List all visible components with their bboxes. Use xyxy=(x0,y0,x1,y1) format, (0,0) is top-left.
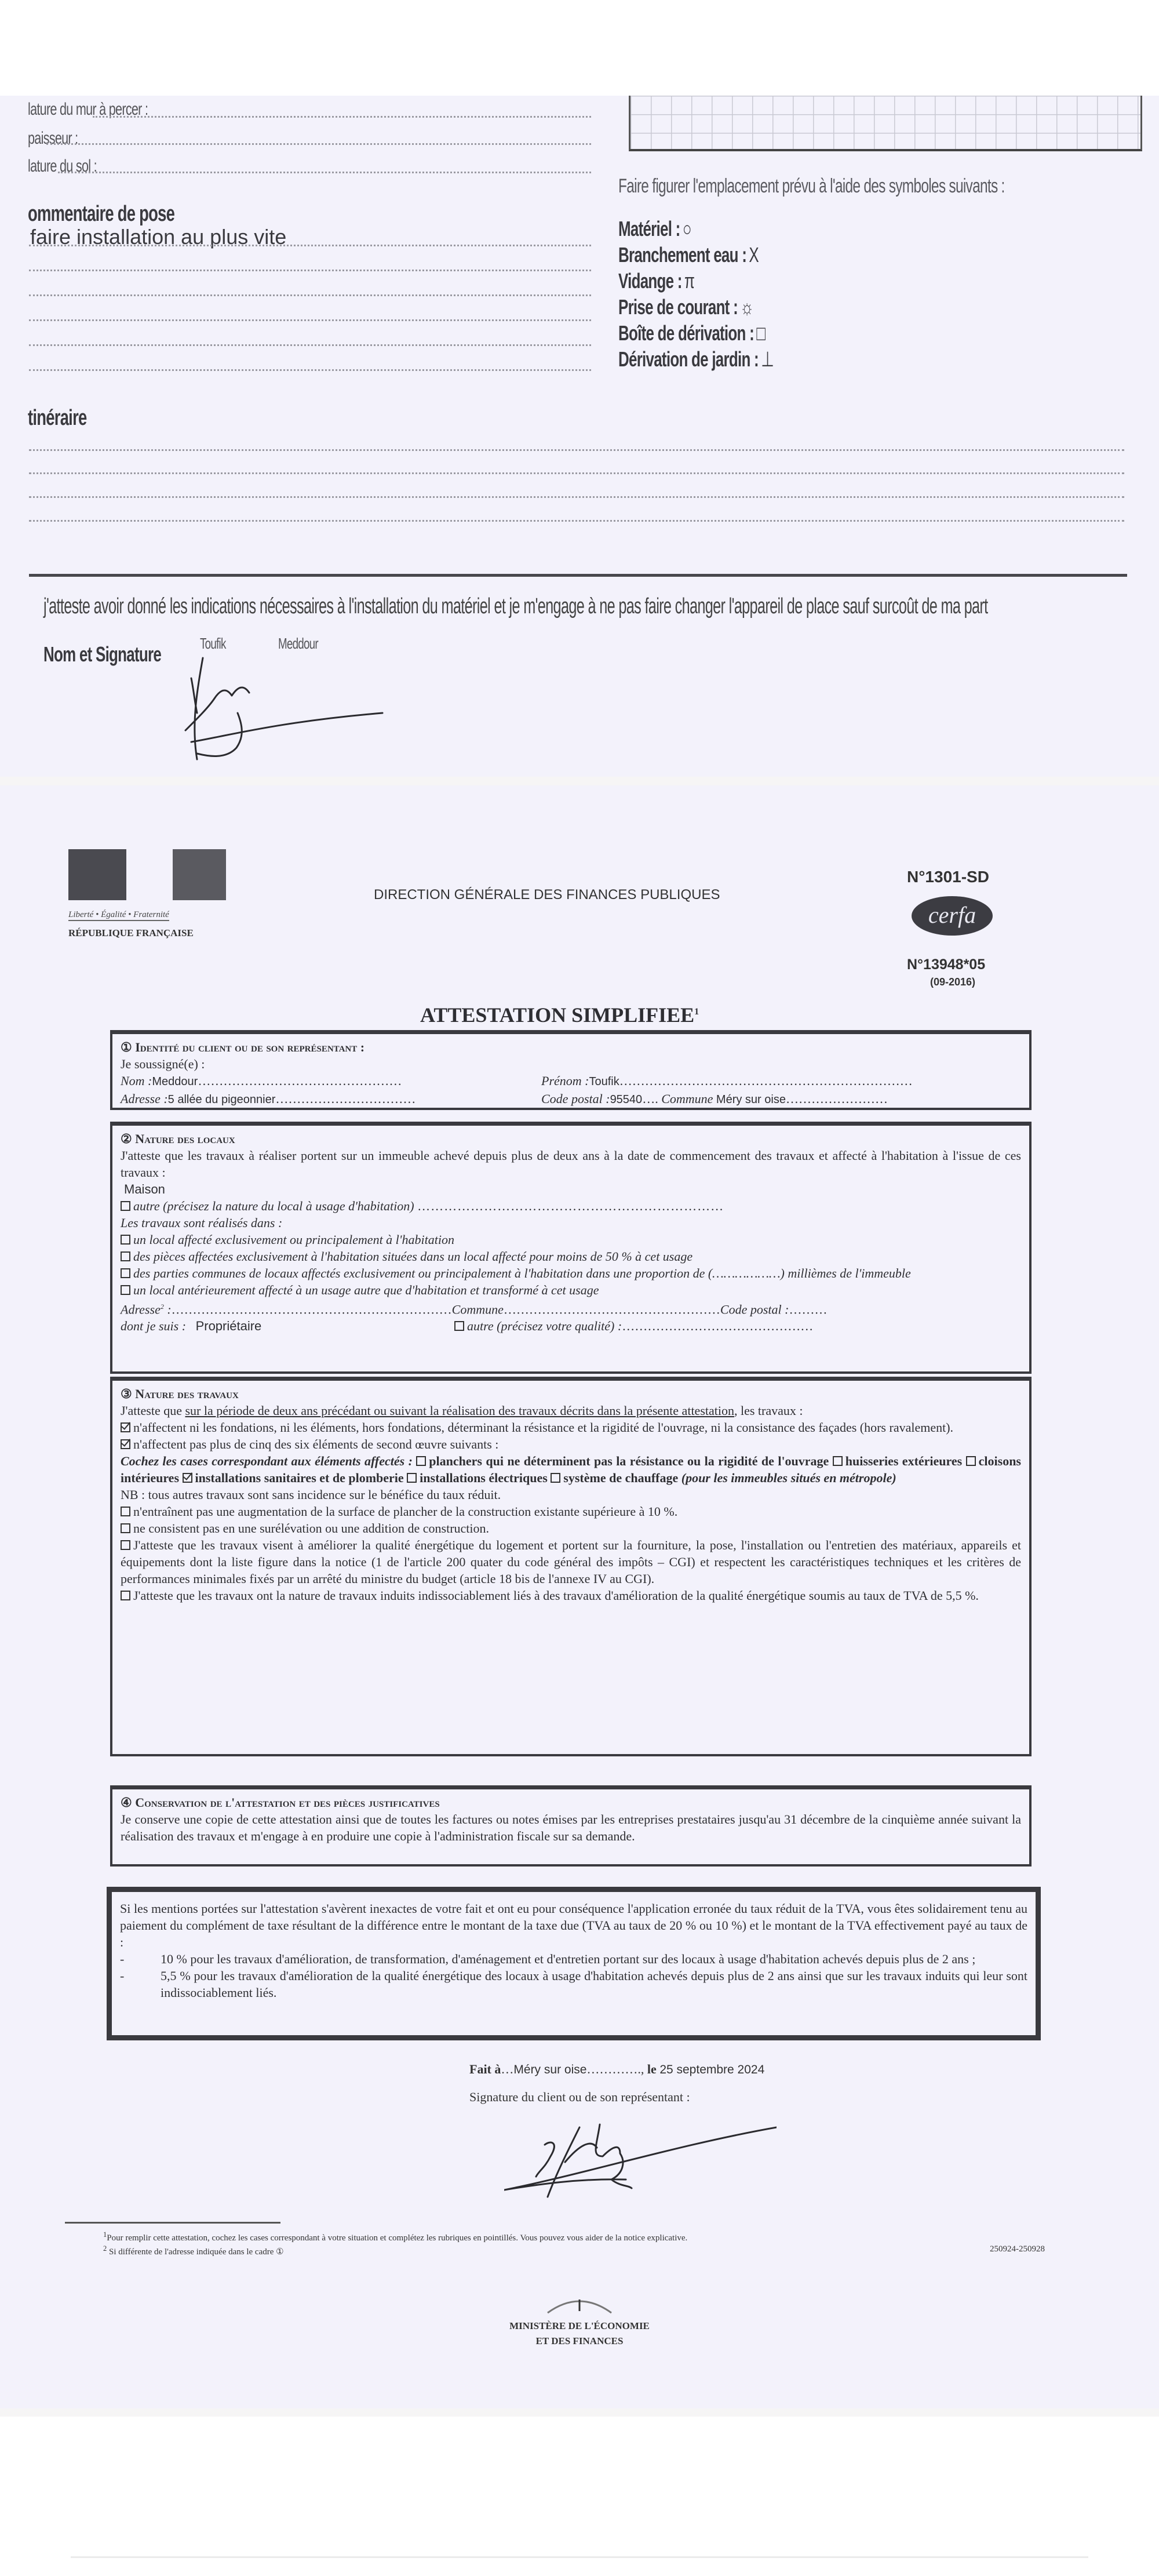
field-label-floor: lature du sol : xyxy=(28,157,97,176)
checkbox-plumbing[interactable] xyxy=(183,1473,192,1483)
premises-type-value[interactable]: Maison xyxy=(124,1182,165,1196)
date-field[interactable]: 25 septembre 2024 xyxy=(659,2063,765,2076)
checkbox-foundations[interactable] xyxy=(121,1422,130,1432)
nb-note: NB : tous autres travaux sont sans incidence sur le bénéfice du taux réduit. xyxy=(121,1487,501,1502)
works-check-surface: n'entraînent pas une augmentation de la surface de plancher de la construction existante supérieure à 10 %. xyxy=(121,1503,1021,1520)
section-conservation-heading: ④ Conservation de l'attestation et des pièces justificatives xyxy=(121,1795,440,1810)
works-location-label: Les travaux sont réalisés dans : xyxy=(121,1216,283,1230)
page-title: ATTESTATION SIMPLIFIEE$^1$ xyxy=(420,1003,699,1027)
checkbox-second-oeuvre[interactable] xyxy=(121,1439,130,1449)
symbols-intro: Faire figurer l'emplacement prévu à l'aide des symboles suivants : xyxy=(618,175,1005,197)
place-date-line: Fait à…Méry sur oise…………., le 25 septembre 2024 xyxy=(469,2062,765,2076)
warning-item: - 10 % pour les travaux d'amélioration, de transformation, d'aménagement et d'entretien portant sur des locaux à usage d'habitation achevés depuis plus de 2 ans ; xyxy=(120,1952,976,1966)
warning-item: - 5,5 % pour les travaux d'amélioration de la qualité énergétique des locaux à usage d'habitation achevés depuis plus de 2 ans ainsi que sur les travaux induits qui leur sont indissociablement liés. xyxy=(120,1969,1027,2000)
checkbox-floors[interactable] xyxy=(416,1456,426,1466)
checkbox-induced[interactable] xyxy=(121,1591,130,1600)
field-line-thickness[interactable] xyxy=(46,143,591,145)
symbol-row: Vidange : π xyxy=(618,269,695,293)
section-works-heading: ③ Nature des travaux xyxy=(121,1387,239,1401)
works-check-induced: J'atteste que les travaux ont la nature de travaux induits indissociablement liés à des travaux d'amélioration de la qualité énergétique soumis au taux de TVA de 5,5 %. xyxy=(121,1587,1021,1604)
works-check-second-oeuvre: n'affectent pas plus de cinq des six éléments de second œuvre suivants : xyxy=(121,1436,1021,1453)
comment-value[interactable]: faire installation au plus vite xyxy=(30,225,287,249)
checkbox-option-3[interactable] xyxy=(121,1268,130,1278)
cerfa-logo: cerfa xyxy=(912,896,993,936)
page-gap xyxy=(0,777,1159,785)
square-icon: □ xyxy=(756,321,766,345)
works-check-energy: J'atteste que les travaux visent à améliorer la qualité énergétique du logement et portent sur la fourniture, la pose, l'installation ou l'entretien des matériaux, appareils et équipements dont la liste figure dans la notice (1 de l'article 200 quater du code général des impôts – CGI) et respectent les caractéristiques techniques et les critères de performances minimales fixés par un arrêté du ministre du budget (article 18 bis de l'annexe IV au CGI). xyxy=(121,1538,1021,1586)
checkbox-electrical[interactable] xyxy=(407,1473,417,1483)
undersigned-label: Je soussigné(e) : xyxy=(121,1057,205,1071)
signature-label: Nom et Signature xyxy=(43,642,162,666)
section-premises: ② Nature des locaux J'atteste que les travaux à réaliser portent sur un immeuble achevé depuis plus de deux ans à la date de commencement des travaux et affecté à l'habitation à l'issue de ces travaux : Maison autre (précisez la nature du local à usage d'habitation) …………………………………………………………… Les travaux sont réalisés dans : un local affecté exclusivement ou principalement à l'habitation des pièces affectées exclusivement à l'habitation situées dans un local affecté pour moins de 50 % à cet usage des parties communes de locaux affectés exclusivement ou principalement à l'habitation dans une proportion de (………………) millièmes de l'immeuble un local antérieurement affecté à un usage autre que d'habitation et transformé à cet usage Adresse$^2$ :…………………………………………………………Commune……………………………………………Code postal :……… dont je suis : Propriétaire autre (précisez votre qualité) :……………………………………… xyxy=(110,1122,1032,1374)
first-name-field[interactable]: Toufik xyxy=(589,1075,619,1088)
ministry-name: MINISTÈRE DE L'ÉCONOMIE ET DES FINANCES xyxy=(509,2320,650,2346)
premises-intro: J'atteste que les travaux à réaliser portent sur un immeuble achevé depuis plus de deux ans à la date de commencement des travaux et affecté à l'habitation à l'issue de ces travaux : xyxy=(121,1148,1021,1180)
comment-line-6[interactable] xyxy=(29,369,591,371)
itinerary-line-2[interactable] xyxy=(29,472,1124,474)
checkbox-interior-walls[interactable] xyxy=(966,1456,976,1466)
warning-text: Si les mentions portées sur l'attestation s'avèrent inexactes de votre fait et ont eu pour conséquence l'application erronée du taux réduit de la TVA, vous êtes solidairement tenu au paiement du complément de taxe résultant de la différence entre le montant de la taxe due (TVA au taux de 20 % ou 10 %) et le montant de la TVA effectivement payé au taux de : xyxy=(120,1901,1027,1949)
checkbox-energy[interactable] xyxy=(121,1540,130,1550)
divider xyxy=(29,574,1127,577)
symbol-row: Matériel : ○ xyxy=(618,217,691,241)
conservation-text: Je conserve une copie de cette attestation ainsi que de toutes les factures ou notes émises par les entreprises prestataires jusqu'au 31 décembre de la cinquième année suivant la réalisation des travaux et m'engage à en produire une copie à l'administration fiscale sur sa demande. xyxy=(121,1812,1021,1843)
sun-icon: ☼ xyxy=(740,295,754,319)
form-code: 250924-250928 xyxy=(990,2244,1045,2254)
warning-box xyxy=(107,1887,1041,2040)
address-field[interactable]: 5 allée du pigeonnier xyxy=(167,1093,276,1106)
symbol-row: Boîte de dérivation : □ xyxy=(618,321,766,345)
quality-value[interactable]: Propriétaire xyxy=(195,1319,262,1334)
checkbox-option-1[interactable] xyxy=(121,1235,130,1245)
affected-elements: Cochez les cases correspondant aux éléments affectés : planchers qui ne déterminent pas la résistance ou la rigidité de l'ouvrage huisseries extérieures cloisons intérieures installations sanitaires et de plomberie installations électriques système de chauffage (pour les immeubles situés en métropole) xyxy=(121,1454,1021,1485)
cerfa-number: N°13948*05 xyxy=(907,956,986,973)
comment-title: ommentaire de pose xyxy=(28,202,175,226)
pi-icon: π xyxy=(684,269,695,293)
checkbox-heating[interactable] xyxy=(551,1473,560,1483)
symbol-row: Dérivation de jardin : ⊥ xyxy=(618,347,774,371)
comment-line-1[interactable] xyxy=(29,245,591,246)
comment-line-5[interactable] xyxy=(29,344,591,346)
section-identity xyxy=(110,1030,1032,1110)
works-option: des parties communes de locaux affectés exclusivement ou principalement à l'habitation dans une proportion de (………………) millièmes de l'immeuble xyxy=(121,1265,1021,1282)
checkbox-exterior-joinery[interactable] xyxy=(833,1456,843,1466)
perpendicular-icon: ⊥ xyxy=(761,347,774,371)
bottom-divider xyxy=(71,2556,1088,2558)
last-name-field[interactable]: Meddour xyxy=(152,1075,198,1088)
section-conservation xyxy=(110,1785,1032,1866)
works-option: un local affecté exclusivement ou principalement à l'habitation xyxy=(121,1231,1021,1248)
works-check-foundations: n'affectent ni les fondations, ni les éléments, hors fondations, déterminant la résistance et la rigidité de l'ouvrage, ni la consistance des façades (hors ravalement). xyxy=(121,1419,1021,1436)
symbol-row: Branchement eau : X xyxy=(618,243,759,267)
section-works xyxy=(110,1377,1032,1756)
place-field[interactable]: Méry sur oise xyxy=(513,2063,587,2076)
signer-first-name[interactable]: Toufik xyxy=(200,635,226,652)
comment-line-4[interactable] xyxy=(29,319,591,321)
works-option: un local antérieurement affecté à un usage autre que d'habitation et transformé à cet usage xyxy=(121,1282,1021,1298)
works-option: des pièces affectées exclusivement à l'habitation situées dans un local affecté pour moins de 50 % à cet usage xyxy=(121,1248,1021,1265)
circle-icon: ○ xyxy=(682,217,691,241)
field-line-floor[interactable] xyxy=(58,172,591,173)
signer-last-name[interactable]: Meddour xyxy=(278,635,318,652)
republic-name: RÉPUBLIQUE FRANÇAISE xyxy=(68,927,194,938)
cerfa-date: (09-2016) xyxy=(930,976,976,988)
itinerary-title: tinéraire xyxy=(28,406,87,430)
symbol-row: Prise de courant : ☼ xyxy=(618,295,754,319)
page-gap-bottom xyxy=(0,2408,1159,2417)
field-label-thickness: paisseur : xyxy=(28,129,78,148)
field-line-wall[interactable] xyxy=(93,116,591,118)
itinerary-line-4[interactable] xyxy=(29,520,1124,522)
marianne-logo xyxy=(68,849,226,900)
field-label-wall: lature du mur à percer : xyxy=(28,100,148,119)
placement-grid[interactable] xyxy=(629,96,1142,151)
signature-label-2: Signature du client ou de son représentant : xyxy=(469,2090,690,2104)
address-row: Adresse :5 allée du pigeonnier…………………………… Code postal :95540…. Commune Méry sur oise…………………… xyxy=(121,1091,888,1106)
city-field[interactable]: Méry sur oise xyxy=(716,1093,786,1106)
works-intro: J'atteste que sur la période de deux ans précédant ou suivant la réalisation des travaux décrits dans la présente attestation, les travaux : xyxy=(121,1403,803,1418)
checkbox-option-2[interactable] xyxy=(121,1251,130,1261)
footnote-2: $^2$ Si différente de l'adresse indiquée dans le cadre ① xyxy=(103,2244,284,2257)
cross-icon: X xyxy=(749,243,759,267)
name-row: Nom :Meddour………………………………………… Prénom :Toufik…………………………………………………………… xyxy=(121,1074,913,1088)
itinerary-line-1[interactable] xyxy=(29,449,1124,451)
republic-motto: Liberté • Égalité • Fraternité xyxy=(68,910,169,921)
handwritten-signature-1 xyxy=(174,655,394,777)
checkbox-option-4[interactable] xyxy=(121,1285,130,1295)
postal-code-field[interactable]: 95540 xyxy=(610,1093,643,1106)
form-number: N°1301-SD xyxy=(907,868,989,886)
comment-line-3[interactable] xyxy=(29,294,591,296)
works-check-elevation: ne consistent pas en une surélévation ou une addition de construction. xyxy=(121,1520,1021,1537)
checkbox-other-quality[interactable] xyxy=(454,1321,464,1331)
quality-row: dont je suis : Propriétaire autre (précisez votre qualité) :……………………………………… xyxy=(121,1319,814,1334)
section-identity-heading: ① Identité du client ou de son représentant : xyxy=(121,1040,365,1054)
footnote-rule xyxy=(65,2222,280,2224)
comment-line-2[interactable] xyxy=(29,270,591,271)
itinerary-line-3[interactable] xyxy=(29,496,1124,498)
footnote-1: $^1$Pour remplir cette attestation, cochez les cases correspondant à votre situation et complétez les rubriques en pointillés. Vous pouvez vous aider de la notice explicative. xyxy=(103,2231,688,2243)
declaration-text: j'atteste avoir donné les indications nécessaires à l'installation du matériel et je m'engage à ne pas faire changer l'appareil de place sauf surcoût de ma part xyxy=(43,594,988,618)
handwritten-signature-2 xyxy=(504,2122,777,2203)
direction-name: DIRECTION GÉNÉRALE DES FINANCES PUBLIQUES xyxy=(374,887,720,903)
ministry-emblem-icon xyxy=(545,2293,614,2316)
section-premises-heading: ② Nature des locaux xyxy=(121,1131,235,1146)
symbols-legend xyxy=(618,216,834,372)
checkbox-elevation[interactable] xyxy=(121,1523,130,1533)
checkbox-surface[interactable] xyxy=(121,1507,130,1516)
works-address-row: Adresse$^2$ :…………………………………………………………Commune……………………………………………Code postal :……… xyxy=(121,1302,828,1317)
checkbox-other-premises[interactable] xyxy=(121,1201,130,1211)
